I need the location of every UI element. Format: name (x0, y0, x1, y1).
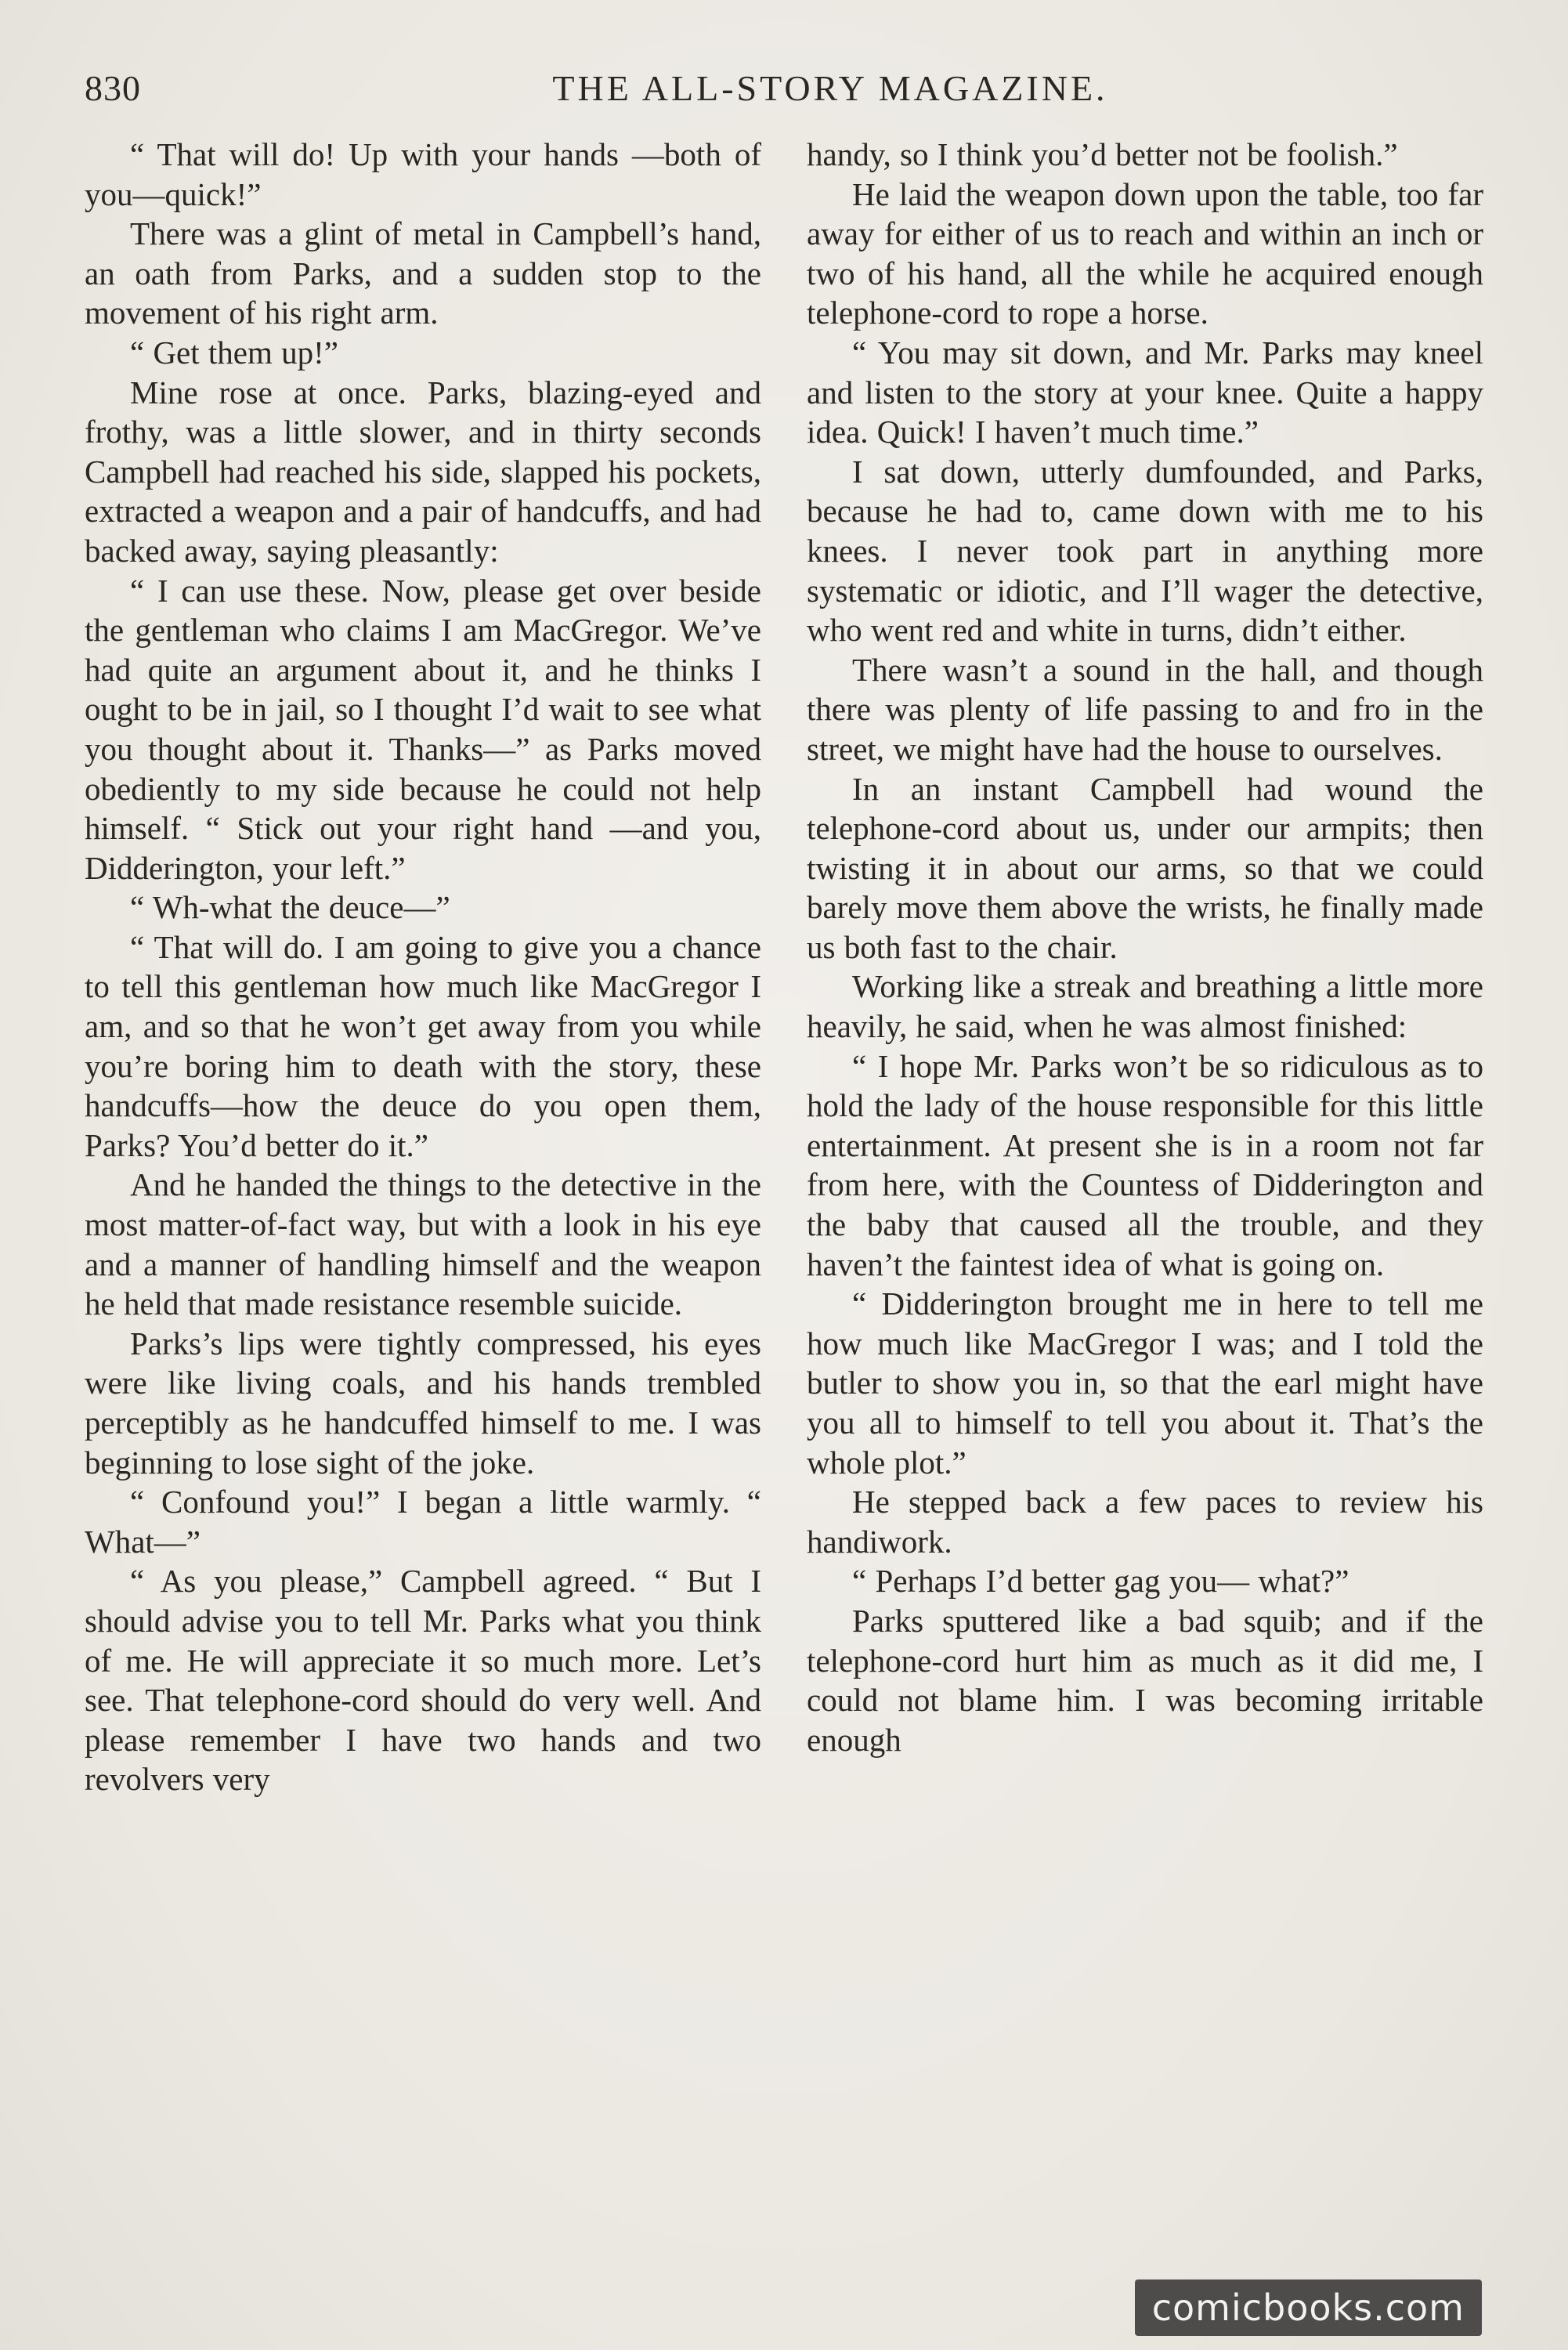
paragraph: And he handed the things to the detective in the most matter-of-fact way, but with a look in his eye and a manner of handling himself and the weapon he held that made resistance resemble suicide. (85, 1166, 761, 1322)
paragraph: “ As you please,” Campbell agreed. “ But I should advise you to tell Mr. Parks what you think of me. He will appreciate it so much more. Let’s see. That telephone-cord should do very well. And please remember I have two hands and two revolvers very (85, 1563, 761, 1798)
paragraph: “ You may sit down, and Mr. Parks may kneel and listen to the story at your knee. Quite a happy idea. Quick! I haven’t much time.” (807, 334, 1483, 450)
site-watermark: comicbooks.com (1135, 2280, 1482, 2336)
paragraph: “ I hope Mr. Parks won’t be so ridiculous as to hold the lady of the house responsible for this little entertainment. At present she is in a room not far from here, with the Countess of Didderington and the baby that caused all the trouble, and they haven’t the faintest idea of what is going on. (807, 1047, 1483, 1282)
paragraph: There was a glint of metal in Campbell’s hand, an oath from Parks, and a sudden stop to the movement of his right arm. (85, 215, 761, 331)
paragraph: “ That will do! Up with your hands —both of you—quick!” (85, 136, 761, 212)
paragraph: “ Wh-what the deuce—” (130, 889, 450, 926)
paragraph: Parks’s lips were tightly compressed, his eyes were like living coals, and his hands trembled perceptibly as he handcuffed himself to me. I was beginning to lose sight of the joke. (85, 1325, 761, 1480)
paragraph: Mine rose at once. Parks, blazing-eyed and frothy, was a little slower, and in thirty seconds Campbell had reached his side, slapped his pockets, extracted a weapon and a pair of handcuffs, and had backed away, saying pleasantly: (85, 374, 761, 569)
paragraph: “ Didderington brought me in here to tell me how much like MacGregor I was; and I told the butler to show you in, so that the earl might have you all to himself to tell you about it. That’s the whole plot.” (807, 1285, 1483, 1480)
right-column (807, 135, 1483, 1759)
paragraph: Parks sputtered like a bad squib; and if the telephone-cord hurt him as much as it did me, I could not blame him. I was becoming irritable enough (807, 1602, 1483, 1758)
paragraph: In an instant Campbell had wound the telephone-cord about us, under our armpits; then twisting it in about our arms, so that we could barely move them above the wrists, he finally made us both fast to the chair. (807, 770, 1483, 965)
paragraph: “ Get them up!” (130, 334, 338, 371)
page-number: 830 (85, 68, 141, 108)
paragraph: “ Confound you!” I began a little warmly. “ What—” (85, 1484, 761, 1560)
paragraph: He laid the weapon down upon the table, too far away for either of us to reach and within an inch or two of his hand, all the while he acquired enough telephone-cord to rope a horse. (807, 175, 1483, 331)
paragraph: “ That will do. I am going to give you a chance to tell this gentleman how much like MacGregor I am, and so that he won’t get away from you while you’re boring him to death with the story, these handcuffs—how the deuce do you open them, Parks? You’d better do it.” (85, 928, 761, 1163)
paragraph-continuation: handy, so I think you’d better not be foolish.” (807, 136, 1398, 172)
paragraph: There wasn’t a sound in the hall, and though there was plenty of life passing to and fro in the street, we might have had the house to ourselves. (807, 651, 1483, 767)
left-column (85, 135, 761, 1799)
paragraph: I sat down, utterly dumfounded, and Parks, because he had to, came down with me to his knees. I never took part in anything more systematic or idiotic, and I’ll wager the detective, who went red and white in turns, didn’t either. (807, 453, 1483, 649)
running-head: THE ALL-STORY MAGAZINE. (552, 68, 1108, 108)
paragraph: “ Perhaps I’d better gag you— what?” (852, 1563, 1349, 1600)
paragraph: He stepped back a few paces to review his handiwork. (807, 1484, 1483, 1560)
paragraph: Working like a streak and breathing a little more heavily, he said, when he was almost finished: (807, 968, 1483, 1045)
paragraph: “ I can use these. Now, please get over beside the gentleman who claims I am MacGregor. We’ve had quite an argument about it, and he thinks I ought to be in jail, so I thought I’d wait to see what you thought about it. Thanks—” as Parks moved obediently to my side because he could not help himself. “ Stick out your right hand —and you, Didderington, your left.” (85, 572, 761, 886)
